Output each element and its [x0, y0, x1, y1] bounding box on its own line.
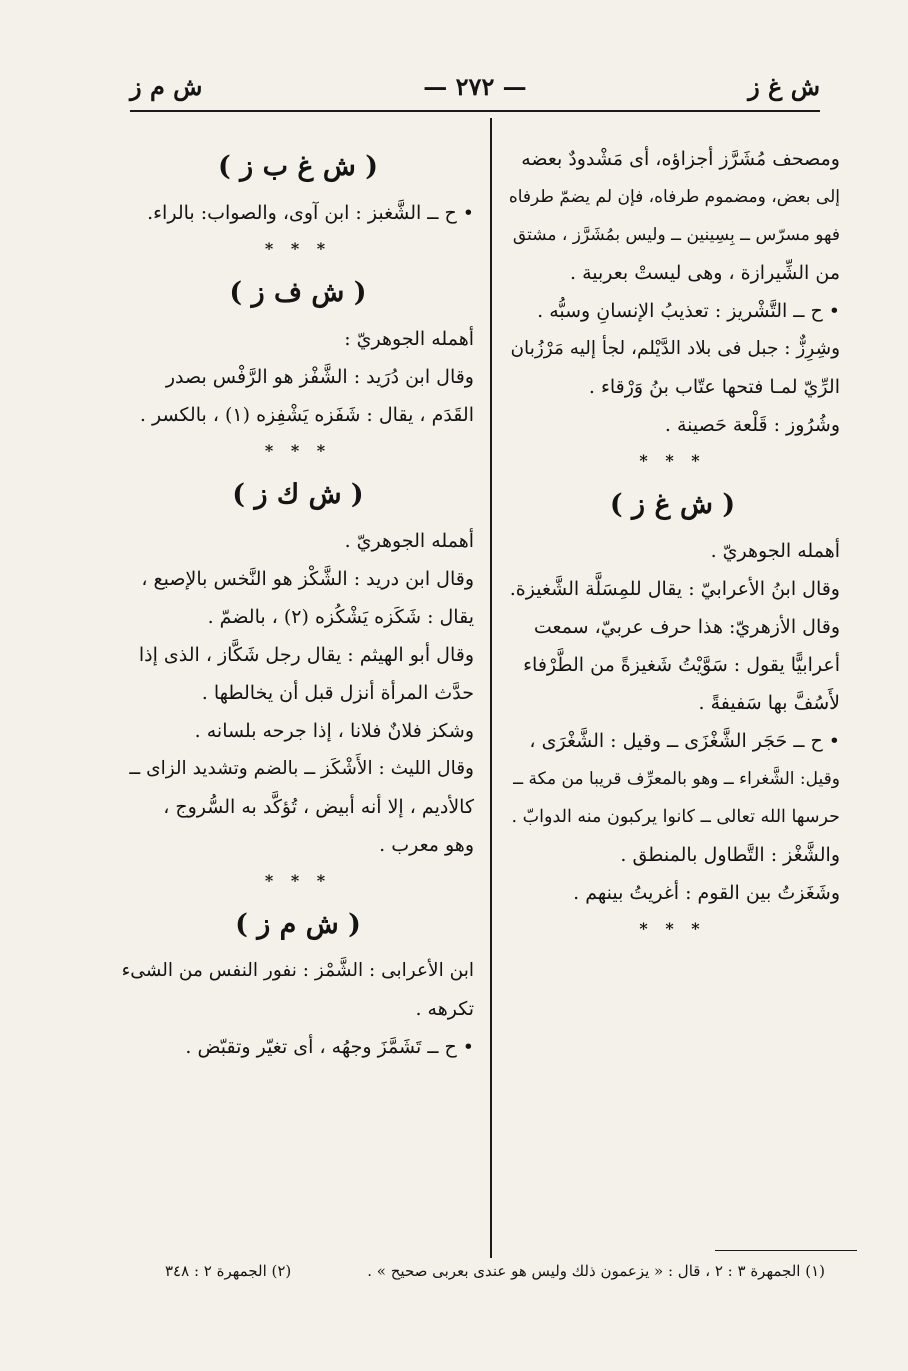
text-line: وشَغَزتُ بين القوم : أغريتُ بينهم . — [573, 882, 840, 904]
section-separator: * * * — [264, 871, 332, 890]
right-column — [505, 140, 840, 946]
text-line: أهمله الجوهريّ : — [344, 328, 474, 350]
footnote-1: (١) الجمهرة ٣ : ٢ ، قال : « يزعمون ذلك وليس هو عندى بعربى صحيح » . — [367, 1262, 825, 1280]
text-line: حرسها الله تعالى ــ كانوا يركبون منه الدوابّ . — [511, 807, 840, 827]
footnote-2: (٢) الجمهرة ٢ : ٣٤٨ — [165, 1262, 292, 1280]
column-divider — [490, 118, 492, 1258]
header-rule — [130, 110, 820, 112]
text-line: تكرهه . — [415, 998, 474, 1020]
section-separator: * * * — [639, 919, 706, 938]
text-line: وشُرُوز : قَلْعة حَصينة . — [664, 414, 840, 436]
text-line: لأَسُفَّ بها سَفيفةً . — [698, 692, 840, 714]
text-line: وقال ابنُ الأعرابيّ : يقال للمِسَلَّة الشَّغيزة. — [509, 578, 840, 600]
text-line: فهو مسرّس ــ بِسِينين ــ وليس بمُشَرَّز ، مشتق — [512, 225, 840, 245]
text-line: ومصحف مُشَرَّز أجزاؤه، أى مَشْدودٌ بعضه — [521, 148, 840, 170]
page-number: — ٢٧٢ — — [423, 72, 527, 101]
text-line: • ح ــ تَشَمَّزَ وجهُه ، أى تغيّر وتقبّض . — [185, 1036, 474, 1058]
running-header — [130, 70, 820, 106]
text-line: وقال ابن دُرَيد : الشَّفْز هو الرَّفْس بصدر — [165, 366, 474, 388]
text-line: أعرابيًّا يقول : سَوَّيْتُ شَغيزةً من الطَّرْفاء — [523, 654, 840, 676]
text-line: والشَّغْز : التَّطاول بالمنطق . — [620, 844, 840, 866]
section-heading: ( ش ف ز ) — [229, 277, 367, 308]
text-line: وشكز فلانٌ فلانا ، إذا جرحه بلسانه . — [194, 720, 474, 742]
section-separator: * * * — [264, 239, 332, 258]
text-line: • ح ــ الشَّغبز : ابن آوى، والصواب: بالراء. — [147, 202, 474, 224]
text-line: وقال الأزهريّ: هذا حرف عربيّ، سمعت — [533, 616, 840, 638]
section-separator: * * * — [264, 441, 332, 460]
text-line: كالأديم ، إلا أنه أبيض ، تُؤكَّد به السُّروج ، — [163, 796, 474, 818]
text-line: من الشِّيرازة ، وهى ليستْ بعربية . — [570, 262, 840, 284]
text-line: • ح ــ التَّشْريز : تعذيبُ الإنسانِ وسبُّه . — [537, 300, 840, 322]
section-heading: ( ش غ ب ز ) — [217, 151, 379, 182]
text-line: • ح ــ حَجَر الشَّغْزَى ــ وقيل : الشَّغْرَى ، — [529, 730, 840, 752]
text-line: يقال : شَكَزه يَشْكُزه (٢) ، بالضمّ . — [207, 606, 474, 628]
text-line: وقال أبو الهيثم : يقال رجل شَكَّاز ، الذى إذا — [138, 644, 474, 666]
section-heading: ( ش ك ز ) — [232, 479, 364, 510]
text-line: وقال ابن دريد : الشَّكْز هو النَّخس بالإصبع ، — [141, 568, 474, 590]
text-line: أهمله الجوهريّ . — [344, 530, 474, 552]
section-heading: ( ش غ ز ) — [609, 489, 736, 520]
text-line: أهمله الجوهريّ . — [710, 540, 840, 562]
section-heading: ( ش م ز ) — [235, 909, 361, 940]
text-line: القَدَم ، يقال : شَفَزه يَشْفِزه (١) ، بالكسر . — [139, 404, 474, 426]
text-line: وشِرِزٌّ : جبل فى بلاد الدَّيْلم، لجأ إليه مَرْزُبان — [510, 338, 840, 359]
section-separator: * * * — [639, 451, 706, 470]
left-column — [122, 140, 474, 1066]
header-root-left: ش م ز — [130, 72, 203, 101]
header-root-right: ش غ ز — [748, 72, 820, 101]
text-line: الرِّيّ لمـا فتحها عتّاب بنُ وَرْقاء . — [588, 376, 840, 398]
text-line: إلى بعض، ومضموم طرفاه، فإن لم يضمّ طرفاه — [508, 187, 840, 207]
text-line: وقال الليث : الأَشْكَز ــ بالضم وتشديد الزاى ــ — [129, 758, 474, 779]
text-line: وهو معرب . — [379, 834, 474, 856]
text-line: حدَّث المرأة أنزل قبل أن يخالطها . — [201, 682, 474, 704]
footnote-rule — [715, 1250, 857, 1251]
footnotes — [165, 1262, 825, 1292]
text-line: ابن الأعرابى : الشَّمْز : نفور النفس من الشىء — [121, 960, 474, 981]
text-line: وقيل: الشَّغراء ــ وهو بالمعرِّف قريبا من مكة ــ — [513, 769, 840, 789]
